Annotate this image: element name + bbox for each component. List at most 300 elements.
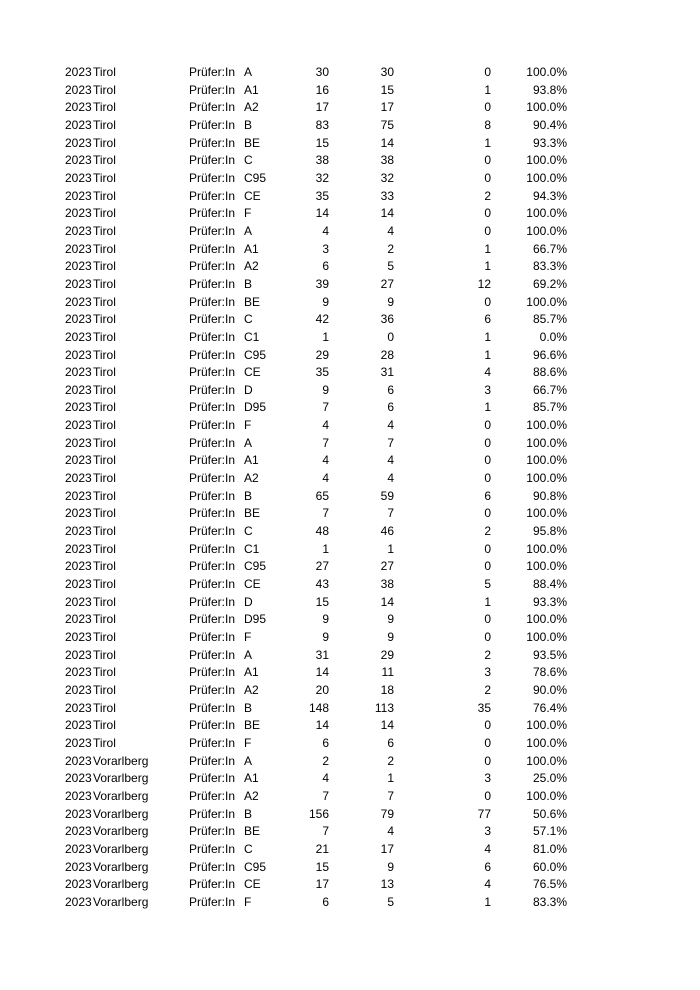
failed-cell: 0	[484, 435, 491, 450]
passed-cell: 4	[387, 453, 394, 468]
pass-rate-cell: 93.3%	[532, 594, 567, 609]
table-row	[64, 894, 584, 912]
passed-cell: 5	[387, 894, 394, 909]
examiner-cell: Prüfer:In	[189, 718, 236, 733]
attempts-cell: 15	[315, 859, 329, 874]
attempts-cell: 6	[322, 894, 329, 909]
pass-rate-cell: 93.8%	[532, 82, 567, 97]
year-cell: 2023	[65, 700, 92, 715]
year-cell: 2023	[65, 329, 92, 344]
passed-cell: 46	[380, 524, 394, 539]
year-cell: 2023	[65, 117, 92, 132]
failed-cell: 1	[484, 894, 491, 909]
failed-cell: 77	[477, 806, 491, 821]
license-class-cell: D95	[244, 612, 267, 627]
license-class-cell: C1	[244, 329, 260, 344]
passed-cell: 17	[380, 100, 394, 115]
passed-cell: 28	[380, 347, 394, 362]
license-class-cell: D95	[244, 400, 267, 415]
year-cell: 2023	[65, 577, 92, 592]
examiner-cell: Prüfer:In	[189, 241, 236, 256]
attempts-cell: 4	[322, 223, 329, 238]
state-cell: Vorarlberg	[93, 788, 149, 803]
data-table	[64, 64, 584, 912]
pass-rate-cell: 100.0%	[526, 630, 567, 644]
failed-cell: 0	[484, 206, 491, 221]
pass-rate-cell: 100.0%	[526, 506, 567, 521]
year-cell: 2023	[65, 612, 92, 627]
examiner-cell: Prüfer:In	[189, 82, 236, 97]
pass-rate-cell: 100.0%	[526, 559, 567, 574]
failed-cell: 1	[484, 329, 491, 344]
pass-rate-cell: 100.0%	[526, 170, 567, 185]
year-cell: 2023	[65, 841, 92, 856]
examiner-cell: Prüfer:In	[189, 612, 236, 627]
state-cell: Tirol	[93, 665, 116, 680]
state-cell: Tirol	[93, 647, 116, 662]
license-class-cell: BE	[244, 824, 261, 839]
passed-cell: 29	[380, 647, 394, 662]
pass-rate-cell: 90.0%	[532, 682, 567, 697]
year-cell: 2023	[65, 771, 92, 786]
year-cell: 2023	[65, 471, 92, 486]
state-cell: Tirol	[93, 206, 116, 221]
attempts-cell: 27	[315, 559, 329, 574]
table-row	[64, 382, 584, 400]
table-row	[64, 788, 584, 806]
state-cell: Tirol	[93, 506, 116, 521]
passed-cell: 14	[380, 135, 394, 150]
year-cell: 2023	[65, 559, 92, 574]
examiner-cell: Prüfer:In	[189, 65, 236, 79]
examiner-cell: Prüfer:In	[189, 418, 236, 433]
failed-cell: 0	[484, 506, 491, 521]
attempts-cell: 31	[315, 647, 329, 662]
pass-rate-cell: 88.4%	[532, 577, 567, 592]
state-cell: Tirol	[93, 682, 116, 697]
state-cell: Tirol	[93, 259, 116, 274]
pass-rate-cell: 100.0%	[526, 735, 567, 750]
license-class-cell: A	[244, 647, 253, 662]
attempts-cell: 1	[322, 329, 329, 344]
examiner-cell: Prüfer:In	[189, 400, 236, 415]
license-class-cell: A2	[244, 682, 259, 697]
pass-rate-cell: 100.0%	[526, 206, 567, 221]
pass-rate-cell: 90.4%	[532, 117, 567, 132]
license-class-cell: C95	[244, 347, 267, 362]
license-class-cell: A2	[244, 100, 259, 115]
year-cell: 2023	[65, 312, 92, 327]
attempts-cell: 9	[322, 630, 329, 644]
attempts-cell: 16	[315, 82, 329, 97]
table-row	[64, 806, 584, 824]
pass-rate-cell: 76.5%	[532, 877, 567, 892]
failed-cell: 2	[484, 524, 491, 539]
state-cell: Tirol	[93, 82, 116, 97]
year-cell: 2023	[65, 506, 92, 521]
license-class-cell: C95	[244, 559, 267, 574]
year-cell: 2023	[65, 65, 92, 79]
pass-rate-cell: 93.5%	[532, 647, 567, 662]
table-row	[64, 541, 584, 559]
examiner-cell: Prüfer:In	[189, 735, 236, 750]
attempts-cell: 7	[322, 824, 329, 839]
license-class-cell: C	[244, 312, 253, 327]
table-row	[64, 417, 584, 435]
failed-cell: 3	[484, 824, 491, 839]
attempts-cell: 1	[322, 541, 329, 556]
examiner-cell: Prüfer:In	[189, 665, 236, 680]
failed-cell: 1	[484, 135, 491, 150]
table-row	[64, 841, 584, 859]
attempts-cell: 6	[322, 259, 329, 274]
state-cell: Tirol	[93, 294, 116, 309]
passed-cell: 11	[381, 665, 394, 680]
pass-rate-cell: 96.6%	[532, 347, 567, 362]
state-cell: Tirol	[93, 612, 116, 627]
pass-rate-cell: 66.7%	[532, 382, 567, 397]
passed-cell: 6	[387, 735, 394, 750]
examiner-cell: Prüfer:In	[189, 771, 236, 786]
attempts-cell: 156	[308, 806, 329, 821]
failed-cell: 0	[484, 418, 491, 433]
failed-cell: 5	[484, 577, 491, 592]
pass-rate-cell: 50.6%	[532, 806, 567, 821]
license-class-cell: F	[244, 630, 252, 644]
table-row	[64, 647, 584, 665]
failed-cell: 2	[484, 188, 491, 203]
passed-cell: 15	[380, 82, 394, 97]
failed-cell: 8	[484, 117, 491, 132]
license-class-cell: F	[244, 894, 252, 909]
state-cell: Tirol	[93, 471, 116, 486]
state-cell: Tirol	[93, 488, 116, 503]
failed-cell: 1	[484, 594, 491, 609]
year-cell: 2023	[65, 524, 92, 539]
state-cell: Vorarlberg	[93, 859, 149, 874]
license-class-cell: CE	[244, 188, 261, 203]
pass-rate-cell: 100.0%	[526, 453, 567, 468]
license-class-cell: B	[244, 276, 253, 291]
examiner-cell: Prüfer:In	[189, 170, 236, 185]
passed-cell: 6	[387, 382, 394, 397]
failed-cell: 0	[484, 453, 491, 468]
failed-cell: 2	[484, 647, 491, 662]
pass-rate-cell: 25.0%	[532, 771, 567, 786]
pass-rate-cell: 83.3%	[532, 894, 567, 909]
attempts-cell: 42	[315, 312, 329, 327]
attempts-cell: 83	[315, 117, 329, 132]
table-row	[64, 488, 584, 506]
year-cell: 2023	[65, 735, 92, 750]
examiner-cell: Prüfer:In	[189, 682, 236, 697]
pass-rate-cell: 100.0%	[526, 471, 567, 486]
year-cell: 2023	[65, 753, 92, 768]
pass-rate-cell: 0.0%	[539, 329, 567, 344]
examiner-cell: Prüfer:In	[189, 577, 236, 592]
passed-cell: 2	[387, 241, 394, 256]
state-cell: Tirol	[93, 541, 116, 556]
license-class-cell: A2	[244, 788, 259, 803]
table-row	[64, 258, 584, 276]
license-class-cell: CE	[244, 577, 261, 592]
state-cell: Tirol	[93, 135, 116, 150]
year-cell: 2023	[65, 647, 92, 662]
license-class-cell: A1	[244, 453, 259, 468]
failed-cell: 0	[484, 735, 491, 750]
failed-cell: 0	[484, 630, 491, 644]
examiner-cell: Prüfer:In	[189, 630, 236, 644]
license-class-cell: C95	[244, 859, 267, 874]
license-class-cell: A1	[244, 241, 259, 256]
year-cell: 2023	[65, 859, 92, 874]
license-class-cell: B	[244, 700, 253, 715]
examiner-cell: Prüfer:In	[189, 524, 236, 539]
passed-cell: 4	[387, 223, 394, 238]
license-class-cell: B	[244, 488, 253, 503]
state-cell: Tirol	[93, 347, 116, 362]
year-cell: 2023	[65, 347, 92, 362]
failed-cell: 1	[484, 400, 491, 415]
attempts-cell: 2	[322, 753, 329, 768]
year-cell: 2023	[65, 788, 92, 803]
table-row	[64, 117, 584, 135]
state-cell: Tirol	[93, 594, 116, 609]
examiner-cell: Prüfer:In	[189, 894, 236, 909]
state-cell: Tirol	[93, 188, 116, 203]
attempts-cell: 4	[322, 453, 329, 468]
pass-rate-cell: 100.0%	[526, 418, 567, 433]
examiner-cell: Prüfer:In	[189, 806, 236, 821]
examiner-cell: Prüfer:In	[189, 206, 236, 221]
passed-cell: 17	[380, 841, 394, 856]
license-class-cell: F	[244, 418, 252, 433]
pass-rate-cell: 100.0%	[526, 541, 567, 556]
failed-cell: 3	[484, 382, 491, 397]
passed-cell: 14	[380, 718, 394, 733]
failed-cell: 1	[484, 259, 491, 274]
table-row	[64, 452, 584, 470]
examiner-cell: Prüfer:In	[189, 859, 236, 874]
examiner-cell: Prüfer:In	[189, 294, 236, 309]
examiner-cell: Prüfer:In	[189, 753, 236, 768]
year-cell: 2023	[65, 894, 92, 909]
examiner-cell: Prüfer:In	[189, 135, 236, 150]
examiner-cell: Prüfer:In	[189, 471, 236, 486]
license-class-cell: B	[244, 117, 253, 132]
table-row	[64, 629, 584, 647]
pass-rate-cell: 85.7%	[532, 400, 567, 415]
failed-cell: 0	[484, 170, 491, 185]
passed-cell: 18	[380, 682, 394, 697]
attempts-cell: 9	[322, 294, 329, 309]
table-row	[64, 611, 584, 629]
passed-cell: 14	[380, 206, 394, 221]
license-class-cell: C95	[244, 170, 267, 185]
state-cell: Tirol	[93, 418, 116, 433]
state-cell: Tirol	[93, 400, 116, 415]
attempts-cell: 14	[315, 206, 329, 221]
attempts-cell: 17	[315, 877, 329, 892]
license-class-cell: A2	[244, 259, 259, 274]
passed-cell: 7	[387, 506, 394, 521]
table-row	[64, 470, 584, 488]
examiner-cell: Prüfer:In	[189, 153, 236, 168]
state-cell: Tirol	[93, 382, 116, 397]
attempts-cell: 9	[322, 382, 329, 397]
examiner-cell: Prüfer:In	[189, 329, 236, 344]
attempts-cell: 21	[315, 841, 329, 856]
state-cell: Tirol	[93, 559, 116, 574]
license-class-cell: D	[244, 382, 253, 397]
passed-cell: 38	[380, 577, 394, 592]
examiner-cell: Prüfer:In	[189, 312, 236, 327]
pass-rate-cell: 100.0%	[526, 100, 567, 115]
attempts-cell: 7	[322, 506, 329, 521]
attempts-cell: 4	[322, 771, 329, 786]
examiner-cell: Prüfer:In	[189, 347, 236, 362]
passed-cell: 9	[387, 859, 394, 874]
pass-rate-cell: 100.0%	[526, 612, 567, 627]
attempts-cell: 43	[315, 577, 329, 592]
pass-rate-cell: 100.0%	[526, 753, 567, 768]
pass-rate-cell: 85.7%	[532, 312, 567, 327]
passed-cell: 33	[380, 188, 394, 203]
license-class-cell: A	[244, 65, 253, 79]
year-cell: 2023	[65, 488, 92, 503]
year-cell: 2023	[65, 435, 92, 450]
pass-rate-cell: 100.0%	[526, 65, 567, 79]
failed-cell: 0	[484, 471, 491, 486]
table-row	[64, 347, 584, 365]
state-cell: Vorarlberg	[93, 841, 149, 856]
pass-rate-cell: 100.0%	[526, 294, 567, 309]
examiner-cell: Prüfer:In	[189, 559, 236, 574]
pass-rate-cell: 94.3%	[532, 188, 567, 203]
pass-rate-cell: 100.0%	[526, 153, 567, 168]
passed-cell: 27	[380, 276, 394, 291]
examiner-cell: Prüfer:In	[189, 841, 236, 856]
examiner-cell: Prüfer:In	[189, 488, 236, 503]
table-row	[64, 64, 584, 82]
passed-cell: 6	[387, 400, 394, 415]
table-row	[64, 523, 584, 541]
examiner-cell: Prüfer:In	[189, 276, 236, 291]
attempts-cell: 9	[322, 612, 329, 627]
state-cell: Tirol	[93, 170, 116, 185]
attempts-cell: 148	[308, 700, 329, 715]
examiner-cell: Prüfer:In	[189, 100, 236, 115]
table-row	[64, 435, 584, 453]
attempts-cell: 48	[315, 524, 329, 539]
failed-cell: 6	[484, 488, 491, 503]
year-cell: 2023	[65, 259, 92, 274]
passed-cell: 9	[387, 294, 394, 309]
license-class-cell: BE	[244, 506, 261, 521]
examiner-cell: Prüfer:In	[189, 877, 236, 892]
attempts-cell: 7	[322, 788, 329, 803]
state-cell: Tirol	[93, 153, 116, 168]
passed-cell: 75	[380, 117, 394, 132]
examiner-cell: Prüfer:In	[189, 700, 236, 715]
passed-cell: 79	[380, 806, 394, 821]
examiner-cell: Prüfer:In	[189, 117, 236, 132]
pass-rate-cell: 57.1%	[532, 824, 567, 839]
passed-cell: 1	[387, 541, 394, 556]
state-cell: Tirol	[93, 365, 116, 380]
state-cell: Tirol	[93, 718, 116, 733]
year-cell: 2023	[65, 718, 92, 733]
table-row	[64, 170, 584, 188]
license-class-cell: B	[244, 806, 253, 821]
table-row	[64, 82, 584, 100]
year-cell: 2023	[65, 170, 92, 185]
year-cell: 2023	[65, 594, 92, 609]
table-row	[64, 859, 584, 877]
pass-rate-cell: 81.0%	[532, 841, 567, 856]
table-row	[64, 735, 584, 753]
year-cell: 2023	[65, 682, 92, 697]
failed-cell: 1	[484, 82, 491, 97]
table-row	[64, 329, 584, 347]
attempts-cell: 15	[315, 594, 329, 609]
attempts-cell: 14	[315, 718, 329, 733]
pass-rate-cell: 78.6%	[532, 665, 567, 680]
license-class-cell: D	[244, 594, 253, 609]
failed-cell: 0	[484, 788, 491, 803]
year-cell: 2023	[65, 188, 92, 203]
failed-cell: 4	[484, 841, 491, 856]
pass-rate-cell: 88.6%	[532, 365, 567, 380]
table-row	[64, 276, 584, 294]
state-cell: Vorarlberg	[93, 894, 149, 909]
failed-cell: 4	[484, 877, 491, 892]
examiner-cell: Prüfer:In	[189, 223, 236, 238]
passed-cell: 36	[380, 312, 394, 327]
failed-cell: 35	[477, 700, 491, 715]
license-class-cell: A	[244, 435, 253, 450]
table-row	[64, 505, 584, 523]
attempts-cell: 35	[315, 365, 329, 380]
license-class-cell: BE	[244, 135, 261, 150]
passed-cell: 14	[380, 594, 394, 609]
table-row	[64, 770, 584, 788]
passed-cell: 32	[380, 170, 394, 185]
passed-cell: 4	[387, 471, 394, 486]
year-cell: 2023	[65, 382, 92, 397]
table-row	[64, 576, 584, 594]
table-row	[64, 99, 584, 117]
failed-cell: 2	[484, 682, 491, 697]
attempts-cell: 65	[315, 488, 329, 503]
table-row	[64, 311, 584, 329]
state-cell: Tirol	[93, 453, 116, 468]
year-cell: 2023	[65, 400, 92, 415]
examiner-cell: Prüfer:In	[189, 506, 236, 521]
passed-cell: 31	[380, 365, 394, 380]
pass-rate-cell: 100.0%	[526, 718, 567, 733]
failed-cell: 0	[484, 718, 491, 733]
examiner-cell: Prüfer:In	[189, 594, 236, 609]
passed-cell: 30	[380, 65, 394, 79]
examiner-cell: Prüfer:In	[189, 541, 236, 556]
table-row	[64, 876, 584, 894]
examiner-cell: Prüfer:In	[189, 824, 236, 839]
failed-cell: 6	[484, 859, 491, 874]
failed-cell: 0	[484, 223, 491, 238]
examiner-cell: Prüfer:In	[189, 788, 236, 803]
state-cell: Tirol	[93, 100, 116, 115]
